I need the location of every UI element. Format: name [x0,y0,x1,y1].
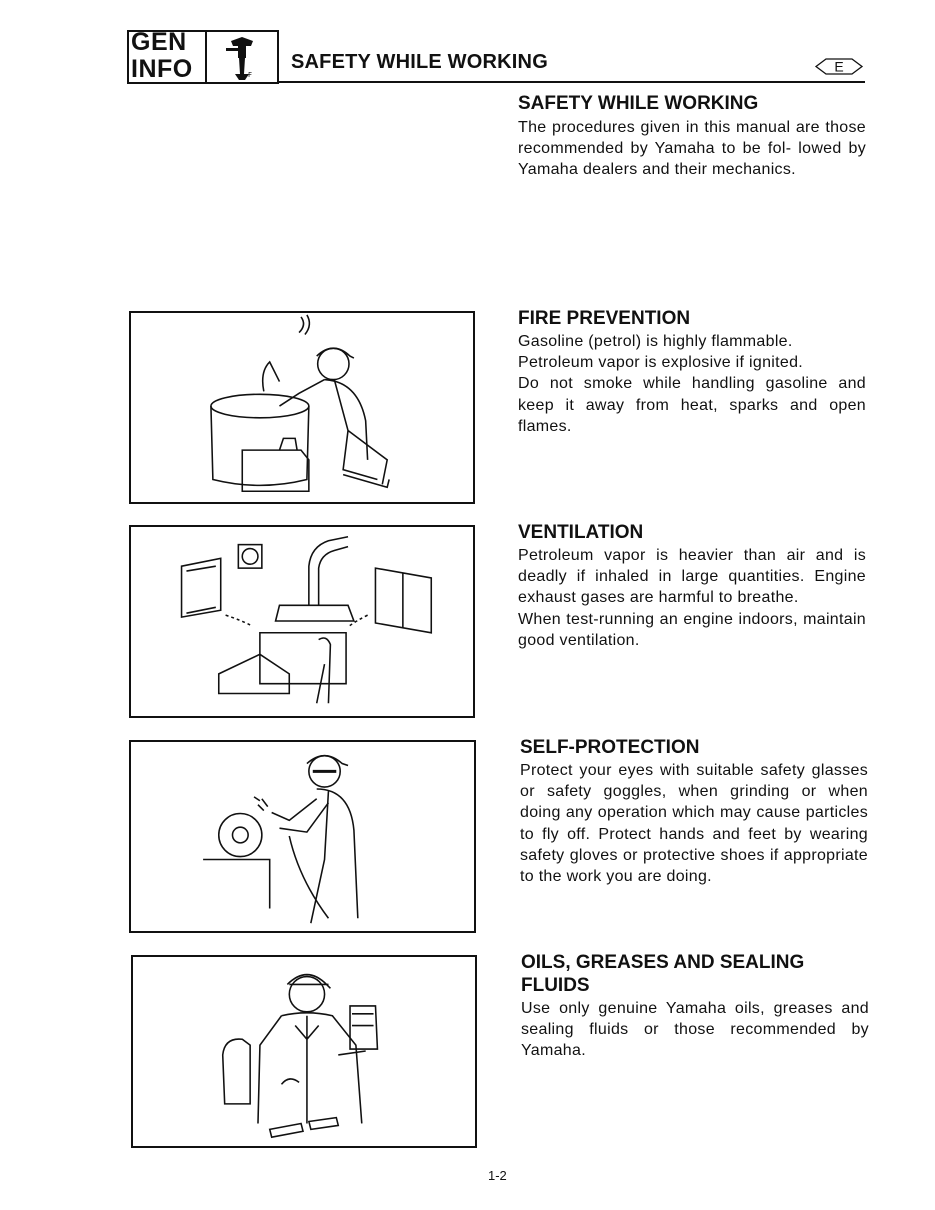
section-heading-ventilation: VENTILATION [518,522,644,543]
intro-heading: SAFETY WHILE WORKING [518,93,759,114]
mechanic-refueling-gas-can-illustration [129,311,475,504]
language-badge-label: E [834,58,844,75]
outboard-motor-icon [205,30,279,84]
language-badge [814,57,864,76]
section-body-self-protection [520,760,868,887]
section-heading-line1: OILS, GREASES AND SEALING [521,952,805,973]
paragraph: Petroleum vapor is explosive if ignited. [518,354,804,372]
section-tag-line1: GEN [131,28,187,56]
section-body-oils-greases [521,998,869,1062]
section-heading-self-protection: SELF-PROTECTION [520,737,700,758]
intro-body: The procedures given in this manual are those recommended by Yamaha to be fol- lowed by Yamaha dealers and their mechanics. [518,119,866,179]
paragraph: Gasoline (petrol) is highly flammable. [518,333,793,350]
page-number: 1-2 [488,1168,507,1183]
section-heading-line2: FLUIDS [521,975,590,996]
mechanic-with-genuine-oil-illustration [131,955,477,1148]
section-body-ventilation [518,545,866,651]
paragraph: Do not smoke while handling gasoline and keep it away from heat, sparks and open flames. [518,375,866,435]
section-tag-line2: INFO [131,55,193,83]
svg-text:F: F [248,71,253,79]
paragraph: Petroleum vapor is heavier than air and is deadly if inhaled in large quantities. Engine exhaust gases are harmful to breathe. [518,547,866,607]
section-tag [131,29,207,83]
paragraph: Use only genuine Yamaha oils, greases and sealing fluids or those recommended by Yamaha. [521,1000,869,1060]
mechanic-grinding-with-goggles-illustration [129,740,476,933]
header-rule [279,81,865,83]
section-body-fire-prevention [518,331,866,437]
section-heading-fire-prevention: FIRE PREVENTION [518,308,691,329]
ventilated-workshop-illustration [129,525,475,718]
paragraph: Protect your eyes with suitable safety glasses or safety goggles, when grinding or when doing any operation which may cause particles to fly off. Protect hands and feet by wearing safety gloves or protective shoes if appropriate to the work you are doing. [520,762,868,886]
section-heading-oils-greases [521,951,804,997]
page-header-title: SAFETY WHILE WORKING [291,51,548,73]
paragraph: When test-running an engine indoors, maintain good ventilation. [518,610,866,649]
